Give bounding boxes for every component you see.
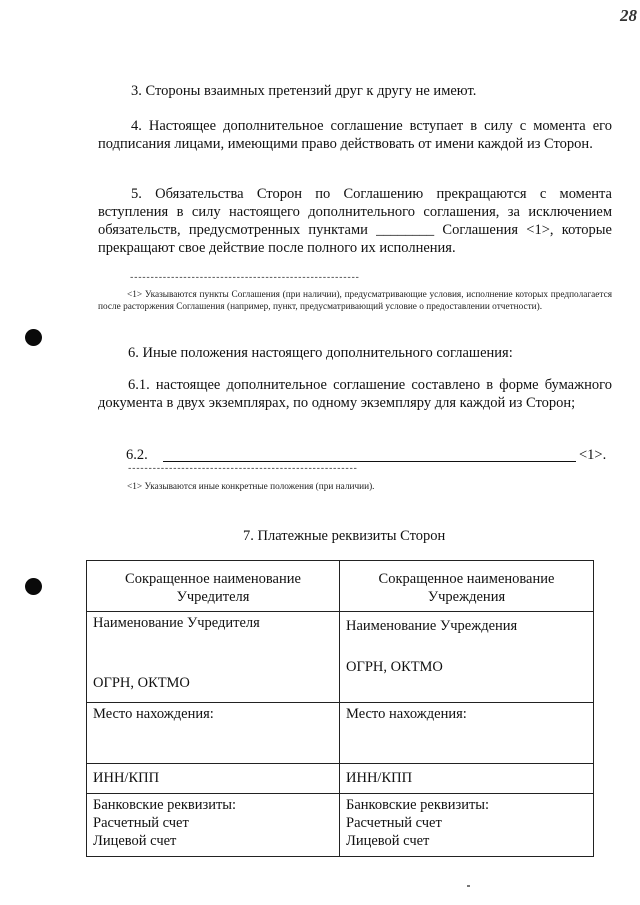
page-number: 28 xyxy=(620,6,637,25)
institution-bank-cell xyxy=(340,794,594,857)
founder-ogrn-label: ОГРН, ОКТМО xyxy=(93,675,190,691)
founder-personal-account-label: Лицевой счет xyxy=(93,833,177,849)
table-row xyxy=(87,561,594,612)
founder-name-label: Наименование Учредителя xyxy=(93,615,260,631)
founder-location-label: Место нахождения: xyxy=(93,706,214,722)
footnote-1-text: <1> Указываются пункты Соглашения (при наличии), предусматривающие условия, исполнение которых предполагается после расторжения Соглашения (например, пункт, предусматривающий условие о предоставлении отчетности). xyxy=(98,290,612,312)
section-7-title: 7. Платежные реквизиты Сторон xyxy=(243,528,446,544)
founder-bank-label: Банковские реквизиты: xyxy=(93,797,237,813)
punch-hole-bottom xyxy=(25,578,42,595)
table-header-founder: Сокращенное наименование Учредителя xyxy=(87,561,340,612)
clause-6-2-suffix: <1>. xyxy=(579,447,607,463)
clause-6-2-label: 6.2. xyxy=(126,447,148,463)
clause-6-1: 6.1. настоящее дополнительное соглашение составлено в форме бумажного документа в двух экземплярах, по одному экземпляру для каждой из Сторон; xyxy=(98,377,612,411)
institution-inn-label: ИНН/КПП xyxy=(346,770,413,786)
footnote-1-rule: -------------------------------------------------------- xyxy=(129,273,359,283)
footnote-2-text: <1> Указываются иные конкретные положения (при наличии). xyxy=(127,482,375,492)
table-row xyxy=(87,703,594,764)
scan-speck xyxy=(467,885,470,887)
founder-inn-label: ИНН/КПП xyxy=(93,770,160,786)
institution-name-cell xyxy=(340,612,594,703)
table-header-institution: Сокращенное наименование Учреждения xyxy=(340,561,594,612)
table-row xyxy=(87,764,594,794)
institution-personal-account-label: Лицевой счет xyxy=(346,833,430,849)
table-row xyxy=(87,794,594,857)
table-row xyxy=(87,612,594,703)
clause-3: 3. Стороны взаимных претензий друг к другу не имеют. xyxy=(131,83,477,99)
section-6-title: 6. Иные положения настоящего дополнительного соглашения: xyxy=(128,345,513,361)
founder-inn-cell xyxy=(87,764,340,794)
punch-hole-top xyxy=(25,329,42,346)
footnote-2-rule: -------------------------------------------------------- xyxy=(127,464,357,474)
clause-6-2-blank-line xyxy=(163,461,576,462)
payment-details-table xyxy=(86,560,594,857)
founder-location-cell xyxy=(87,703,340,764)
founder-bank-cell xyxy=(87,794,340,857)
clause-4: 4. Настоящее дополнительное соглашение вступает в силу с момента его подписания лицами, имеющими право действовать от имени каждой из Сторон. xyxy=(98,118,612,152)
institution-account-label: Расчетный счет xyxy=(346,815,442,831)
institution-inn-cell xyxy=(340,764,594,794)
institution-location-cell xyxy=(340,703,594,764)
institution-bank-label: Банковские реквизиты: xyxy=(346,797,490,813)
institution-location-label: Место нахождения: xyxy=(346,706,467,722)
founder-account-label: Расчетный счет xyxy=(93,815,189,831)
clause-5: 5. Обязательства Сторон по Соглашению прекращаются с момента вступления в силу настоящего дополнительного соглашения, за исключением обязательств, предусмотренных пунктами ________ Соглашения <1>, которые прекращают свое действие после полного их исполнения. xyxy=(98,186,612,256)
institution-name-label: Наименование Учреждения xyxy=(346,618,518,634)
founder-name-cell xyxy=(87,612,340,703)
institution-ogrn-label: ОГРН, ОКТМО xyxy=(346,659,443,675)
